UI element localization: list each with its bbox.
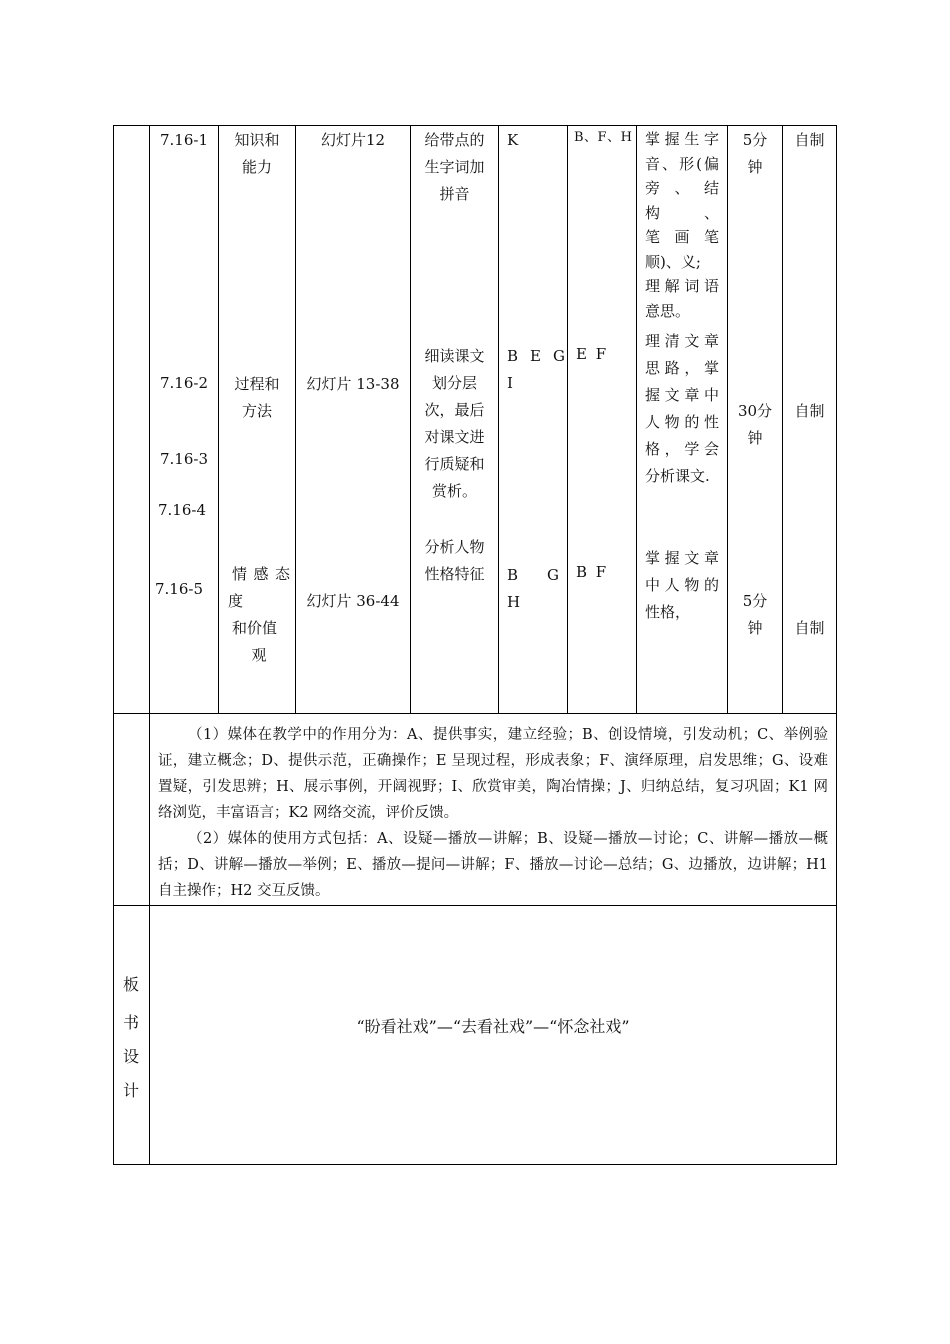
row2-purpose <box>645 328 719 490</box>
purpose-line: 掌握文章 <box>645 549 719 567</box>
content-line: 给带点的 <box>424 131 485 149</box>
board-design-text: “盼看社戏”—“去看社戏”—“怀念社戏” <box>356 1017 630 1036</box>
time-line: 30分 <box>737 402 773 420</box>
purpose-line: 性格， <box>645 603 691 621</box>
purpose-line: 音、形(偏 <box>645 154 719 173</box>
purpose-line: 理清文章 <box>645 332 719 350</box>
board-label-char: 设 <box>122 1047 139 1066</box>
goal-line: 过程和 <box>234 375 280 393</box>
purpose-line: 旁、结构、 <box>645 179 719 222</box>
row3-content <box>411 534 498 588</box>
row2-role <box>507 343 565 397</box>
row2-media: 幻灯片 13-38 <box>306 375 400 393</box>
time-line: 钟 <box>747 429 763 447</box>
board-label-char: 板 <box>122 975 139 994</box>
column-divider <box>498 125 499 714</box>
row2-id: 7.16-4 <box>158 501 207 519</box>
label-column-divider <box>149 125 150 1165</box>
goal-line: 观 <box>251 646 267 664</box>
row1-role: K <box>507 131 519 149</box>
content-line: 生字词加 <box>424 158 485 176</box>
purpose-line: 人物的性 <box>645 413 719 431</box>
content-line: 分析人物 <box>424 538 485 556</box>
purpose-line: 顺)、义; <box>645 252 701 271</box>
purpose-line: 掌握生字 <box>645 130 719 148</box>
content-line: 对课文进 <box>424 428 485 446</box>
goal-line: 和价值 <box>232 619 278 637</box>
row3-purpose <box>645 545 719 626</box>
goal-line: 情感态 <box>232 565 290 583</box>
goal-line: 知识和 <box>234 131 280 149</box>
purpose-line: 理解词语 <box>645 277 719 295</box>
row1-source: 自制 <box>794 131 825 149</box>
time-line: 5分 <box>742 592 768 610</box>
content-line: 划分层 <box>431 374 477 392</box>
content-line: 细读课文 <box>424 347 485 365</box>
row3-media: 幻灯片 36-44 <box>306 592 400 610</box>
row2-id: 7.16-3 <box>159 450 208 468</box>
notes-role-paragraph: （1）媒体在教学中的作用分为：A、提供事实，建立经验；B、创设情境，引发动机；C、举例验证，建立概念；D、提供示范，正确操作；E 呈现过程，形成表象；F、演绎原理，启发思维；G、设难置疑，引发思辨；H、展示事例，开阔视野；I、欣赏审美，陶冶情操；J、归纳总结，复习巩固；K1 网络浏览，丰富语言；K2 网络交流，评价反馈。 <box>158 727 828 821</box>
purpose-line: 意思。 <box>645 301 691 320</box>
row1-purpose <box>645 127 719 323</box>
row3-time <box>728 588 782 642</box>
board-label-char: 计 <box>122 1081 139 1100</box>
board-label-char: 书 <box>122 1013 139 1032</box>
table-border-left <box>113 125 114 1165</box>
row2-time <box>728 398 782 452</box>
purpose-line: 握文章中 <box>645 386 719 404</box>
role-line: I <box>507 374 513 392</box>
row2-id: 7.16-2 <box>159 374 208 392</box>
column-divider <box>636 125 637 714</box>
row3-id: 7.16-5 <box>154 580 203 598</box>
purpose-line: 笔 画 笔 <box>645 228 719 246</box>
content-line: 赏析。 <box>431 482 477 500</box>
row-divider-media <box>113 713 837 714</box>
table-border-bottom <box>113 1164 837 1165</box>
time-line: 5分 <box>742 131 768 149</box>
purpose-line: 中人物的 <box>645 576 719 594</box>
row3-goal <box>228 561 290 669</box>
row2-goal <box>219 371 295 425</box>
row1-goal <box>219 127 295 181</box>
content-line: 行质疑和 <box>424 455 485 473</box>
content-line: 次，最后 <box>424 401 485 419</box>
row2-content <box>411 343 498 505</box>
row3-usage: B F <box>576 563 609 581</box>
table-border-right <box>836 125 837 1165</box>
row2-source: 自制 <box>794 402 825 420</box>
role-line: B G <box>507 566 559 584</box>
time-line: 钟 <box>747 619 763 637</box>
media-notes <box>158 722 828 904</box>
row1-media: 幻灯片12 <box>320 131 386 149</box>
row1-usage: B、F、H <box>574 130 633 145</box>
goal-line: 能力 <box>241 158 272 176</box>
row-divider-notes <box>113 905 837 906</box>
column-divider <box>567 125 568 714</box>
row1-content <box>411 127 498 208</box>
purpose-line: 分析课文. <box>645 467 710 485</box>
content-line: 拼音 <box>439 185 470 203</box>
content-line: 性格特征 <box>424 565 485 583</box>
column-divider <box>295 125 296 714</box>
row1-time <box>728 127 782 181</box>
table-border-top <box>113 125 837 126</box>
row2-usage: E F <box>576 345 609 363</box>
goal-line: 方法 <box>241 402 272 420</box>
row3-role <box>507 562 559 616</box>
row1-id: 7.16-1 <box>159 131 208 149</box>
role-line: B E G <box>507 347 565 365</box>
goal-line: 度 <box>228 592 244 610</box>
time-line: 钟 <box>747 158 763 176</box>
purpose-line: 思路，掌 <box>645 359 719 377</box>
role-line: H <box>507 593 521 611</box>
notes-usage-paragraph: （2）媒体的使用方式包括：A、设疑—播放—讲解；B、设疑—播放—讨论；C、讲解—播放—概括；D、讲解—播放—举例；E、播放—提问—讲解；F、播放—讨论—总结；G、边播放，边讲解；H1 自主操作；H2 交互反馈。 <box>158 831 828 899</box>
row3-source: 自制 <box>794 619 825 637</box>
purpose-line: 格，学会 <box>645 440 719 458</box>
